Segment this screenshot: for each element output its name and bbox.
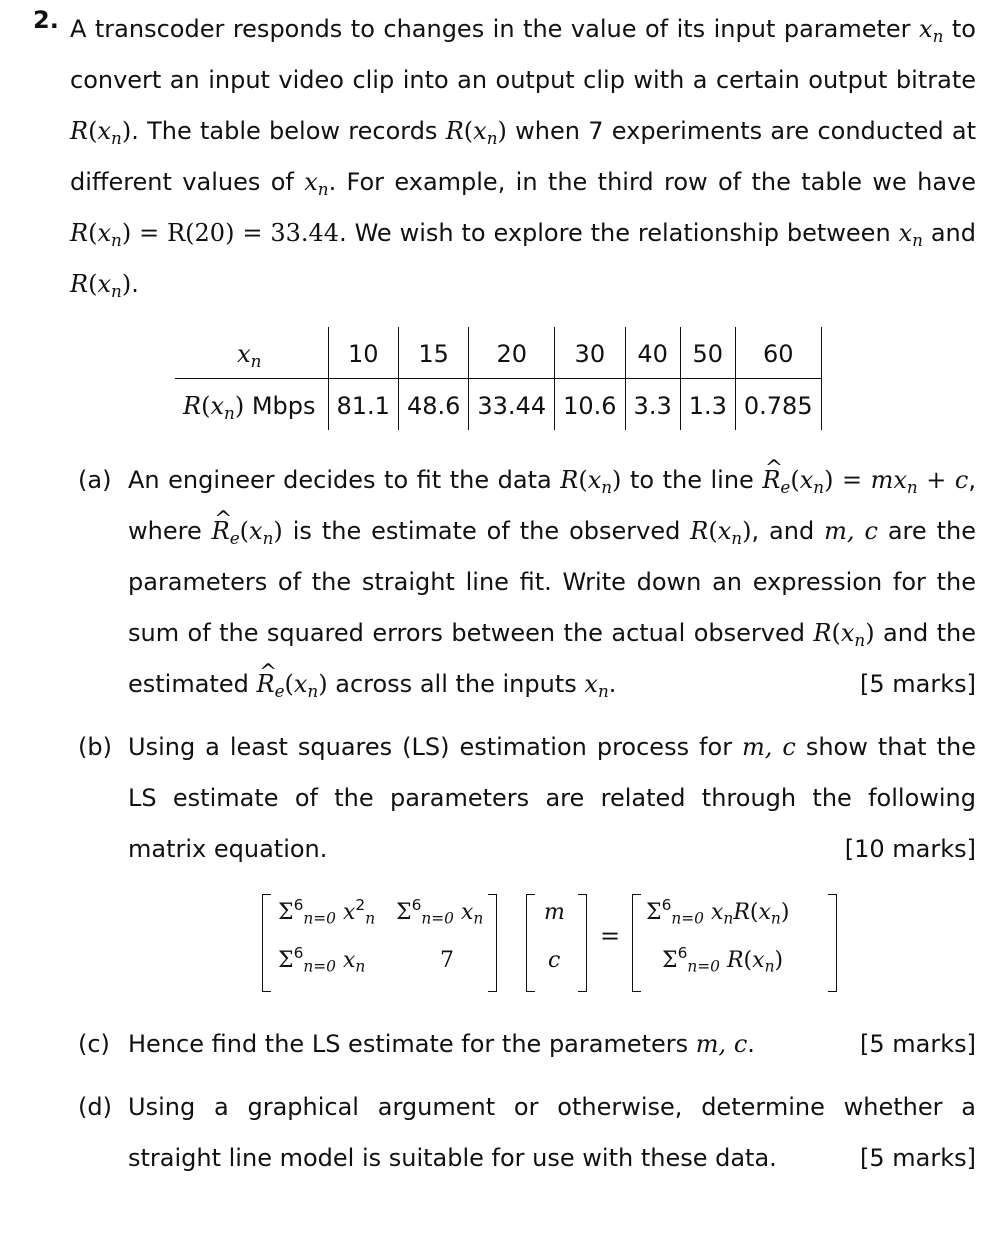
matrix-a11: $\Sigma^6_{n=0}$ $x^2_n$	[278, 895, 376, 928]
matrix-a12: $\Sigma^6_{n=0}$ $x_n$	[396, 895, 484, 928]
table-cell: 3.3	[625, 379, 680, 431]
bracket-left	[632, 894, 641, 992]
part-c-text: Hence find the LS estimate for the parameters m, c. [5 marks]	[128, 1019, 976, 1070]
matrix-equation	[262, 890, 862, 994]
table-cell: 40	[625, 327, 680, 379]
bracket-right	[578, 894, 587, 992]
equals-sign: =	[600, 922, 621, 950]
vector-m: m	[544, 900, 565, 925]
part-d	[78, 1082, 976, 1184]
part-b-label: (b)	[78, 733, 112, 761]
table-header-r: $R(x_n)$ Mbps	[183, 392, 316, 424]
part-c-label: (c)	[78, 1030, 110, 1058]
question-intro: A transcoder responds to changes in the value of its input parameter $x_n$ to convert an input video clip into an output clip with a certain output bitrate $R(x_n)$. The table below records $R(x_n)$ when 7 experiments are conducted at different values of $x_n$. For example, in the third row of the table we have $R(x_n) = R(20) = 33.44$. We wish to explore the relationship between $x_n$ and $R(x_n)$.	[70, 15, 976, 302]
table-row-x	[175, 327, 821, 379]
table-cell: 30	[555, 327, 625, 379]
vector-c: c	[548, 948, 561, 973]
part-a-marks: [5 marks]	[860, 670, 976, 698]
part-c-marks: [5 marks]	[860, 1030, 976, 1058]
matrix-a21: $\Sigma^6_{n=0}$ $x_n$	[278, 943, 366, 976]
table-cell: 1.3	[680, 379, 735, 431]
part-b	[78, 722, 976, 875]
bracket-left	[526, 894, 535, 992]
matrix-a22: 7	[440, 948, 454, 973]
table-cell: 15	[398, 327, 468, 379]
part-b-marks: [10 marks]	[844, 835, 976, 863]
bracket-right	[828, 894, 837, 992]
table-row-r	[175, 379, 821, 431]
table-cell: 81.1	[328, 379, 398, 431]
table-cell: 48.6	[398, 379, 468, 431]
table-cell: 0.785	[735, 379, 821, 431]
table-cell: 10	[328, 327, 398, 379]
table-cell: 20	[469, 327, 555, 379]
rhs-1: $\Sigma^6_{n=0}$ $x_nR(x_n)$	[646, 895, 790, 928]
part-d-text: Using a graphical argument or otherwise, determine whether a straight line model is suitable for use with these data. [5 marks]	[128, 1082, 976, 1184]
rhs-2: $\Sigma^6_{n=0}$ $R(x_n)$	[662, 943, 784, 976]
table-cell: 33.44	[469, 379, 555, 431]
table-cell: 50	[680, 327, 735, 379]
part-d-label: (d)	[78, 1093, 112, 1121]
part-a	[78, 455, 976, 710]
part-d-marks: [5 marks]	[860, 1144, 976, 1172]
part-a-label: (a)	[78, 466, 112, 494]
table-header-x: $x_n$	[175, 327, 328, 379]
part-c	[78, 1019, 976, 1070]
bracket-right	[488, 894, 497, 992]
part-b-text: Using a least squares (LS) estimation process for m, c show that the LS estimate of the parameters are related through the following matrix equation. [10 marks]	[128, 722, 976, 875]
question-number: 2.	[33, 6, 59, 34]
data-table	[175, 327, 822, 430]
table-cell: 10.6	[555, 379, 625, 431]
table-cell: 60	[735, 327, 821, 379]
bracket-left	[262, 894, 271, 992]
part-a-text: An engineer decides to fit the data $R(x_n)$ to the line ^ $R_e(x_n) = mx_n + c$, where ^ $R_e(x_n)$ is the estimate of the observed $R(x_n)$, and m, c are the parameters of the straight line fit. Write down an expression for the sum of the squared errors between the actual observed $R(x_n)$ and the estimated ^ $R_e(x_n)$ across all the inputs $x_n$. [5 marks]	[128, 455, 976, 710]
